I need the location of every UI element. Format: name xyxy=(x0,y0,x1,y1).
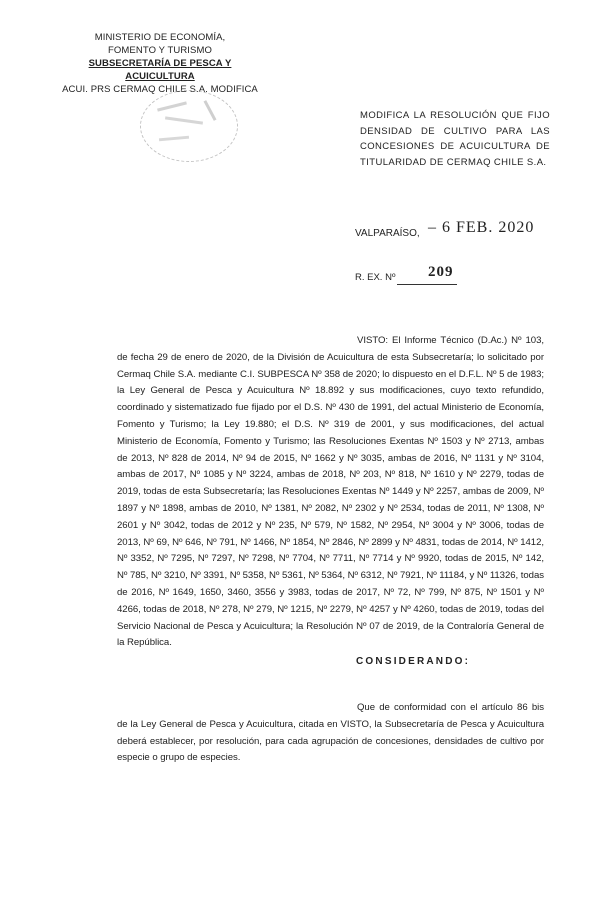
letterhead-ministry-sub: FOMENTO Y TURISMO xyxy=(108,45,212,56)
faded-stamp xyxy=(140,90,238,162)
considerando-heading: CONSIDERANDO: xyxy=(356,656,471,667)
considerando-paragraph: Que de conformidad con el artículo 86 bis de la Ley General de Pesca y Acuicultura, citada en VISTO, la Subsecretaría de Pesca y Acuicultura deberá establecer, por resolución, para cada agrupación de concesiones, densidades de cultivo por especie o grupo de especies. xyxy=(117,702,544,764)
letterhead-reference: ACUI. PRS CERMAQ CHILE S.A. MODIFICA xyxy=(62,84,258,95)
letterhead xyxy=(55,31,265,96)
resolution-label: R. EX. Nº xyxy=(355,272,396,283)
letterhead-subsecretariat: SUBSECRETARÍA DE PESCA Y ACUICULTURA xyxy=(88,58,232,82)
place: VALPARAÍSO, xyxy=(355,228,420,239)
resolution-underline xyxy=(397,284,457,285)
resolution-number: 209 xyxy=(428,264,454,280)
visto-paragraph: VISTO: El Informe Técnico (D.Ac.) Nº 103, de fecha 29 de enero de 2020, de la División de Acuicultura de esta Subsecretaría; lo solicitado por Cermaq Chile S.A. mediante C.I. SUBPESCA Nº 358 de 2020; lo dispuesto en el D.F.L. Nº 5 de 1983; la Ley General de Pesca y Acuicultura Nº 18.892 y sus modificaciones, cuyo texto refundido, coordinado y sistematizado fue fijado por el D.S. Nº 430 de 1991, del actual Ministerio de Economía, Fomento y Turismo; la Ley 19.880; el D.S. Nº 319 de 2001, y sus modificaciones, del actual Ministerio de Economía, Fomento y Turismo; las Resoluciones Exentas Nº 1503 y Nº 2713, ambas de 2013, Nº 828 de 2014, Nº 94 de 2015, Nº 1662 y Nº 3035, ambas de 2016, Nº 1131 y Nº 3104, ambas de 2017, Nº 1085 y Nº 3224, ambas de 2018, Nº 203, Nº 818, Nº 1610 y Nº 2279, todas de 2019, todas de esta Subsecretaría; las Resoluciones Exentas Nº 1449 y Nº 2257, ambas de 2009, Nº 1897 y Nº 1898, ambas de 2010, Nº 1381, Nº 2082, Nº 2302 y Nº 2534, todas de 2011, Nº 1308, Nº 2601 y Nº 3042, todas de 2012 y Nº 235, Nº 579, Nº 1582, Nº 2954, Nº 3004 y Nº 3006, todas de 2013, Nº 69, Nº 646, Nº 791, Nº 1466, Nº 1854, Nº 2846, Nº 2899 y Nº 4831, todas de 2014, Nº 1412, Nº 3352, Nº 7295, Nº 7297, Nº 7298, Nº 7704, Nº 7711, Nº 7714 y Nº 9920, todas de 2015, Nº 142, Nº 785, Nº 3210, Nº 3391, Nº 5358, Nº 5361, Nº 5364, Nº 6312, Nº 7921, Nº 11184, y Nº 11326, todas de 2016, Nº 1649, 1650, 3460, 3556 y 3983, todas de 2017, Nº 72, Nº 799, Nº 875, Nº 1501 y Nº 4266, todas de 2018, Nº 278, Nº 279, Nº 1215, Nº 2279, Nº 4257 y Nº 4260, todas de 2019, todas del Servicio Nacional de Pesca y Acuicultura; la Resolución Nº 07 de 2019, de la Contraloría General de la República. xyxy=(117,335,544,649)
date-stamp: – 6 FEB. 2020 xyxy=(428,219,535,236)
document-subject: MODIFICA LA RESOLUCIÓN QUE FIJO DENSIDAD DE CULTIVO PARA LAS CONCESIONES DE ACUICULTURA DE TITULARIDAD DE CERMAQ CHILE S.A. xyxy=(360,110,550,168)
letterhead-ministry: MINISTERIO DE ECONOMÍA, xyxy=(94,32,226,43)
